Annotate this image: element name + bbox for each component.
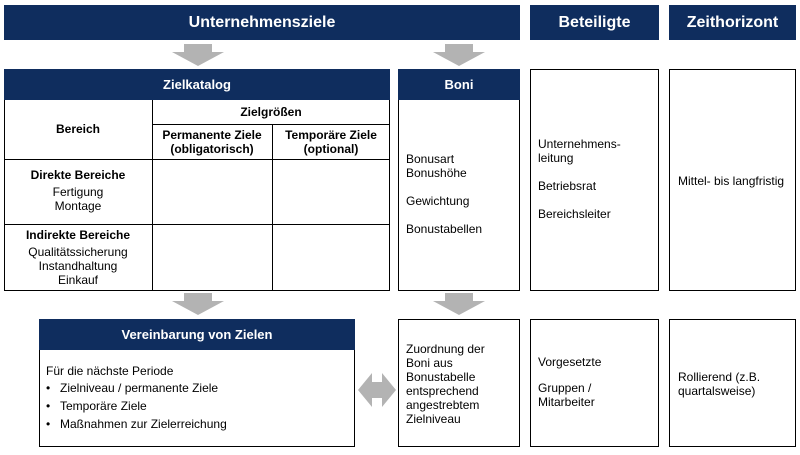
list-item: Bonusart [406,152,455,166]
indirekte-bereiche-title: Indirekte Bereiche [25,228,131,242]
list-item: Bereichsleiter [538,207,611,221]
vereinbarung-bullets [44,379,349,433]
zeithorizont-bottom-box [669,319,796,447]
direkte-bereiche-title: Direkte Bereiche [30,168,126,182]
list-item: Vorgesetzte [538,355,602,369]
arrow-down-icon [433,293,485,315]
double-arrow-icon [358,369,396,411]
list-item: Gruppen / [538,381,592,395]
arrow-down-icon [172,44,224,66]
column-header-bereich: Bereich [55,122,101,136]
list-item: entsprechend [406,384,479,398]
list-item: Rollierend (z.B. [678,370,761,384]
list-item: Gewichtung [406,194,470,208]
vereinbarung-title: Vereinbarung von Zielen [121,327,273,342]
zeithorizont-top-text: Mittel- bis langfristig [678,174,785,188]
temporary-line1: Temporäre Ziele [285,128,377,142]
list-item: Boni aus [406,356,453,370]
vereinbarung-header [39,319,355,350]
list-item: angestrebtem [406,398,480,412]
row-direkte-bereiche [4,168,152,213]
zeithorizont-top-box [669,69,796,291]
list-item: Einkauf [57,273,99,287]
zeithorizont-bottom-text [678,370,760,398]
boni-list [406,152,516,236]
zielkatalog-header [4,69,390,100]
zuordnung-box [398,319,520,447]
list-item: • Maßnahmen zur Zielerreichung [44,415,349,433]
header-unternehmensziele-label: Unternehmensziele [188,13,336,31]
list-item: Mitarbeiter [538,395,595,409]
boni-header [398,69,520,100]
header-zeithorizont [669,5,796,40]
header-beteiligte [530,5,659,40]
list-item: • Zielniveau / permanente Ziele [44,379,349,397]
header-zeithorizont-label: Zeithorizont [686,13,779,31]
list-item: Unternehmens- [538,137,621,151]
list-item: Fertigung [52,185,104,199]
temporary-line2: (optional) [303,142,359,156]
list-item: • Temporäre Ziele [44,397,349,415]
list-item: Zielniveau [406,412,461,426]
column-header-zielgroessen: Zielgrößen [240,105,302,119]
list-item: Bonustabellen [406,222,483,236]
list-item: Montage [54,199,102,213]
zuordnung-text [406,342,485,426]
zielkatalog-title: Zielkatalog [163,77,231,92]
list-item: Instandhaltung [38,259,118,273]
list-item: leitung [538,151,574,165]
header-unternehmensziele [4,5,520,40]
list-item: Zuordnung der [406,342,485,356]
list-item: Betriebsrat [538,179,597,193]
beteiligte-top-box [530,69,659,291]
boni-title: Boni [444,77,474,92]
grid-line [4,224,390,225]
grid-line [152,124,390,125]
beteiligte-bottom-box [530,319,659,447]
column-header-permanent [152,128,272,156]
permanent-line2: (obligatorisch) [170,142,254,156]
beteiligte-top-list [538,137,621,221]
list-item: Qualitätssicherung [28,245,128,259]
list-item: Bonustabelle [406,370,476,384]
list-item: Bonushöhe [406,166,467,180]
arrow-down-icon [433,44,485,66]
grid-line [4,159,390,160]
header-beteiligte-label: Beteiligte [558,13,631,31]
permanent-line1: Permanente Ziele [162,128,262,142]
row-indirekte-bereiche [4,228,152,287]
list-item: quartalsweise) [678,384,756,398]
arrow-down-icon [172,293,224,315]
beteiligte-bottom-list [538,355,601,409]
vereinbarung-intro: Für die nächste Periode [46,364,174,378]
column-header-temporary [272,128,390,156]
